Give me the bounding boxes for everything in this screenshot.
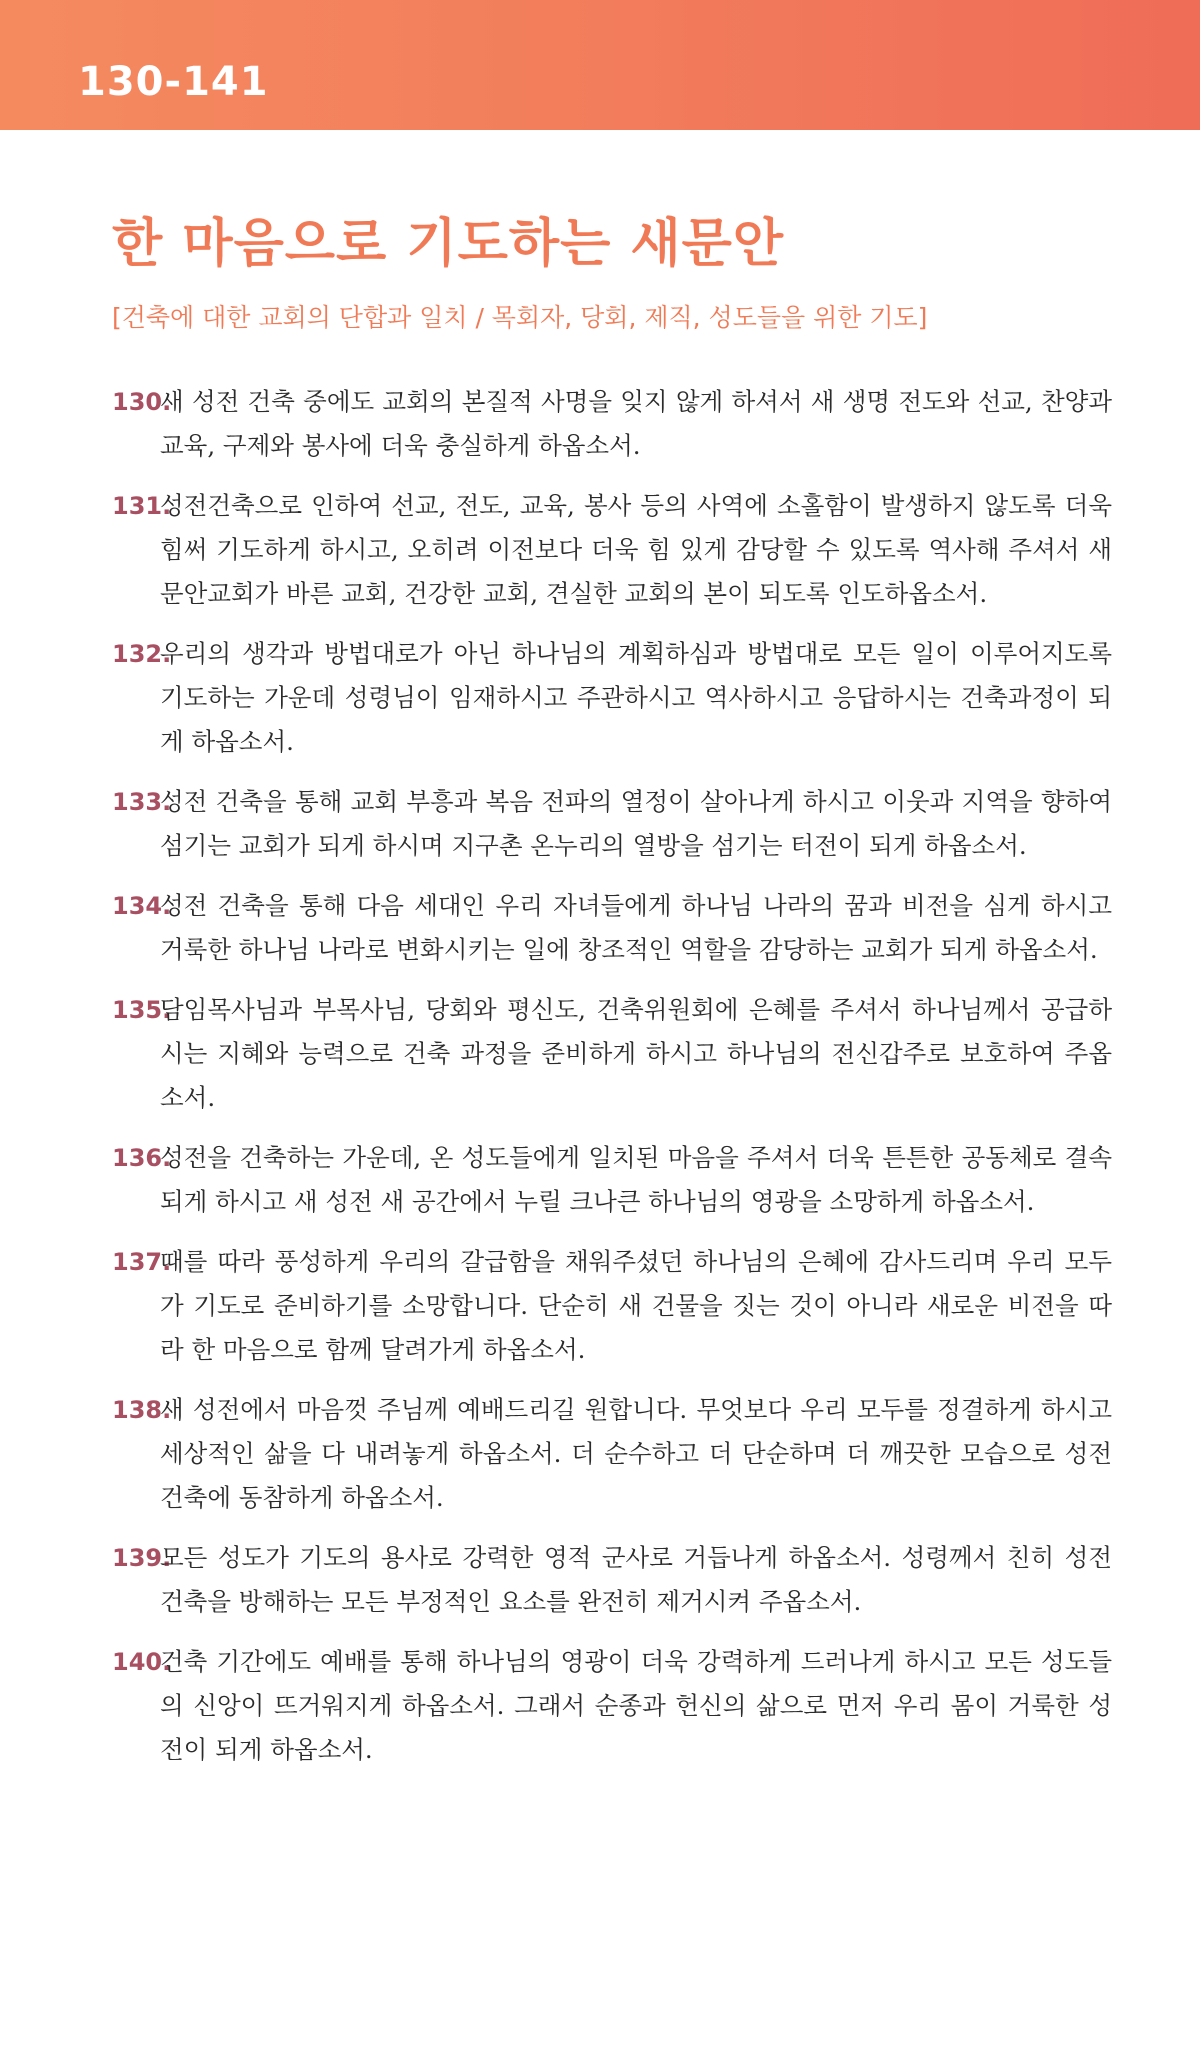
prayer-item-133	[112, 780, 1112, 868]
prayer-text: 때를 따라 풍성하게 우리의 갈급함을 채워주셨던 하나님의 은혜에 감사드리며 우리 모두가 기도로 준비하기를 소망합니다. 단순히 새 건물을 짓는 것이 아니라 새로운 비전을 따라 한 마음으로 함께 달려가게 하옵소서.	[160, 1247, 1112, 1364]
prayer-text: 건축 기간에도 예배를 통해 하나님의 영광이 더욱 강력하게 드러나게 하시고 모든 성도들의 신앙이 뜨거워지게 하옵소서. 그래서 순종과 헌신의 삶으로 먼저 우리 몸이 거룩한 성전이 되게 하옵소서.	[160, 1647, 1112, 1764]
prayer-item-131	[112, 484, 1112, 616]
page-range-label: 130-141	[78, 59, 269, 105]
prayer-text: 모든 성도가 기도의 용사로 강력한 영적 군사로 거듭나게 하옵소서. 성령께서 친히 성전 건축을 방해하는 모든 부정적인 요소를 완전히 제거시켜 주옵소서.	[160, 1543, 1112, 1616]
prayer-list	[112, 380, 1112, 1788]
prayer-item-134	[112, 884, 1112, 972]
prayer-text: 성전 건축을 통해 다음 세대인 우리 자녀들에게 하나님 나라의 꿈과 비전을 심게 하시고 거룩한 하나님 나라로 변화시키는 일에 창조적인 역할을 감당하는 교회가 되게 하옵소서.	[160, 891, 1112, 964]
prayer-text: 새 성전 건축 중에도 교회의 본질적 사명을 잊지 않게 하셔서 새 생명 전도와 선교, 찬양과 교육, 구제와 봉사에 더욱 충실하게 하옵소서.	[160, 387, 1112, 460]
prayer-item-139	[112, 1536, 1112, 1624]
prayer-number: 134.	[112, 892, 172, 920]
prayer-number: 133.	[112, 788, 172, 816]
prayer-text: 우리의 생각과 방법대로가 아닌 하나님의 계획하심과 방법대로 모든 일이 이루어지도록 기도하는 가운데 성령님이 임재하시고 주관하시고 역사하시고 응답하시는 건축과정이 되게 하옵소서.	[160, 639, 1112, 756]
prayer-text: 성전 건축을 통해 교회 부흥과 복음 전파의 열정이 살아나게 하시고 이웃과 지역을 향하여 섬기는 교회가 되게 하시며 지구촌 온누리의 열방을 섬기는 터전이 되게 하옵소서.	[160, 787, 1112, 860]
prayer-text: 성전건축으로 인하여 선교, 전도, 교육, 봉사 등의 사역에 소홀함이 발생하지 않도록 더욱 힘써 기도하게 하시고, 오히려 이전보다 더욱 힘 있게 감당할 수 있도록 역사해 주셔서 새문안교회가 바른 교회, 건강한 교회, 견실한 교회의 본이 되도록 인도하옵소서.	[160, 491, 1112, 608]
prayer-item-135	[112, 988, 1112, 1120]
prayer-text: 성전을 건축하는 가운데, 온 성도들에게 일치된 마음을 주셔서 더욱 튼튼한 공동체로 결속되게 하시고 새 성전 새 공간에서 누릴 크나큰 하나님의 영광을 소망하게 하옵소서.	[160, 1143, 1112, 1216]
prayer-number: 131.	[112, 492, 172, 520]
prayer-number: 138.	[112, 1396, 172, 1424]
prayer-number: 130.	[112, 388, 172, 416]
prayer-number: 140.	[112, 1648, 172, 1676]
prayer-number: 137.	[112, 1248, 172, 1276]
prayer-number: 136.	[112, 1144, 172, 1172]
prayer-item-140	[112, 1640, 1112, 1772]
prayer-number: 132.	[112, 640, 172, 668]
prayer-number: 139.	[112, 1544, 172, 1572]
page-title: 한 마음으로 기도하는 새문안	[112, 214, 785, 274]
prayer-text: 담임목사님과 부목사님, 당회와 평신도, 건축위원회에 은혜를 주셔서 하나님께서 공급하시는 지혜와 능력으로 건축 과정을 준비하게 하시고 하나님의 전신갑주로 보호하여 주옵소서.	[160, 995, 1112, 1112]
prayer-item-136	[112, 1136, 1112, 1224]
prayer-number: 135.	[112, 996, 172, 1024]
prayer-item-137	[112, 1240, 1112, 1372]
prayer-item-130	[112, 380, 1112, 468]
prayer-item-138	[112, 1388, 1112, 1520]
page-subtitle: [건축에 대한 교회의 단합과 일치 / 목회자, 당회, 제직, 성도들을 위한 기도]	[112, 303, 928, 332]
prayer-item-132	[112, 632, 1112, 764]
prayer-text: 새 성전에서 마음껏 주님께 예배드리길 원합니다. 무엇보다 우리 모두를 정결하게 하시고 세상적인 삶을 다 내려놓게 하옵소서. 더 순수하고 더 단순하며 더 깨끗한 모습으로 성전건축에 동참하게 하옵소서.	[160, 1395, 1112, 1512]
